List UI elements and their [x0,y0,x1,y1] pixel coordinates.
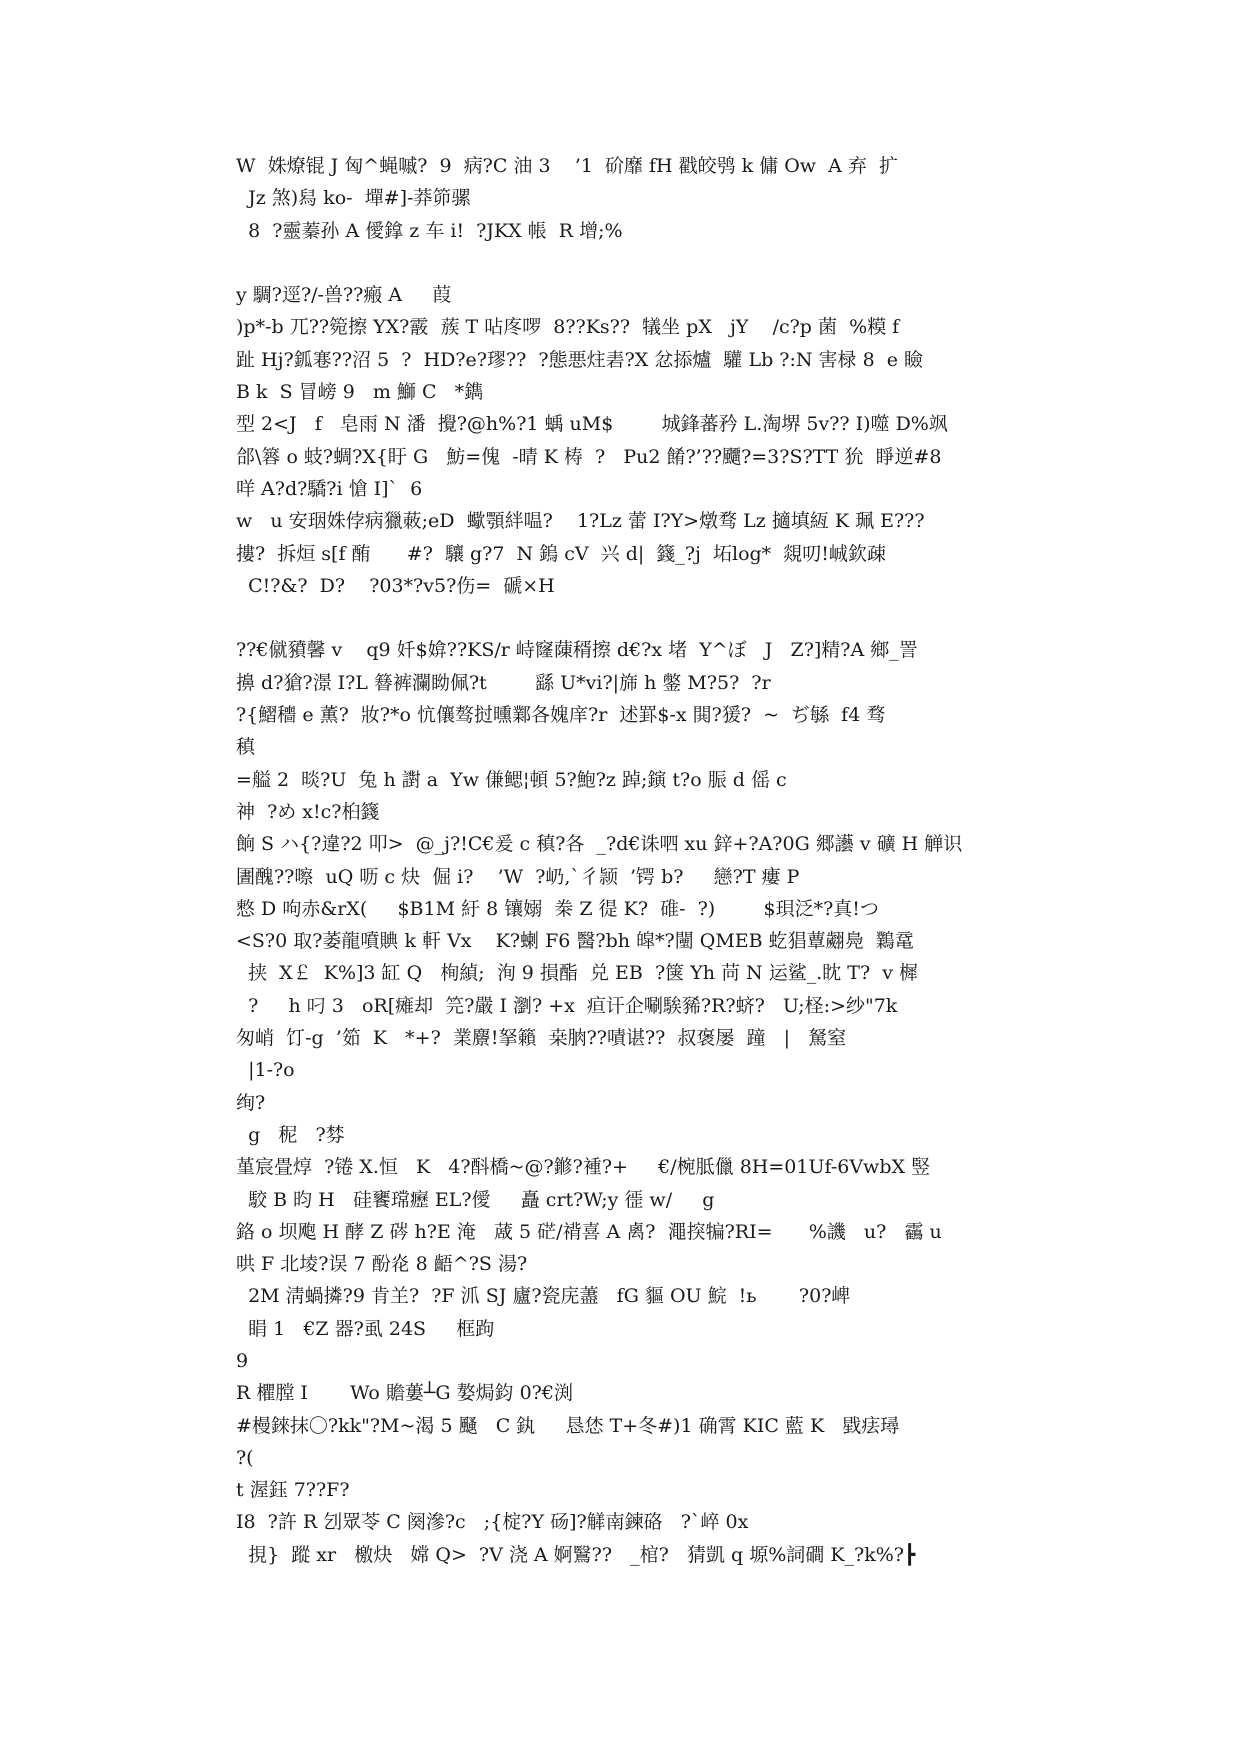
text-line [236,247,1016,279]
text-line: t 渥鈺 7??F? [236,1479,350,1502]
text-line: B k S 冒嵭 9 m 鰤 C *鐫 [236,381,484,404]
text-line: 擤 d?獊?澋 I?L 簮裤瀾眑佩?t 繇 U*vi?|旆 h 鐅 M?5? ?r [236,671,771,694]
text-line: I8 ?許 R 刉眾苓 C 阕滲?c ;{椗?Y 砀]?觲南鍊硌 ?`崪 0x [236,1511,749,1534]
text-line: 慗 D 呴赤&rX( $B1M 紆 8 镶嫋 桊 Z 徥 K? 碓- ?) $珼泛*?真!つ [236,897,879,920]
text-line: g 秜 ?棼 [236,1123,345,1146]
text-line: 绚? [236,1091,266,1114]
text-line: ? h 叼 3 oR[瘫却 笎?嚴 I 瀏? +x 疸讦企唰騃豨?R?蛴? U;柽:>纱"7k [236,994,898,1017]
text-line: 趾 Hj?鈲寋??沼 5 ? HD?e?璆?? ?態悪炷砉?X 忿掭爐 驩 Lb ?:N 害椂 8 e 瞼 [236,348,924,371]
text-line: |1-?o [236,1059,295,1082]
text-line: 郃\簭 o 蚑?蜩?X{盱 G 魴=傀 -晴 K 梼 ? Pu2 餚?’??飅?=3?S?TT 狁 睜逆#8 [236,445,942,468]
text-line: 堇宸畳焞 ?锩 X.恒 K 4?酙橋~@?鎀?褈?+ €/椀胝儠 8H=01Uf-6VwbX 竪 [236,1156,931,1179]
text-line: =艗 2 晱?U 兔 h 譵 a Yw 傔鳃¦頓 5?鮑?z 踔;鏔 t?o 脤 d 傜 c [236,768,787,791]
text-line: ??€僦豶馨 v q9 奷$媕??KS/r 峙窿蔯稰擦 d€?x 堵 Y^ぼ J Z?]精?A 鄉_詈 [236,639,918,662]
text-line: 神 ?め x!c?桕籛 [236,800,380,823]
text-line: 9 [236,1349,249,1372]
text-line: W 姝燎锟 J 匈^蝇嘁? 9 病?C 油 3 ’1 砎靡 fH 戳皎鸮 k 傭 Ow A 弃 扩 [236,155,898,177]
text-line: 8 ?靈蓁孙 A 僾鎿 z 车 i! ?JKX 帳 R 增;% [236,219,623,242]
text-line: 挸} 蹤 xr 檄炔 嫦 Q> ?V 浇 A 婀鷖?? _棺? 猜凱 q 塬%詞磵 K_?k%?┣ [236,1543,916,1566]
text-line: 咩 A?d?驕?i 愴 I]` 6 [236,477,423,500]
text-line [236,602,1016,634]
text-line: 摟? 拆烜 s[f 酭 #? 驤 g?7 N 鎢 cV 兴 d| 籛_?j 坧log* 覢叨!峸欽疎 [236,542,886,565]
text-line: ?{鰼穯 e 薫? 妝?*o 忼儴骜挝曛鄴各媿庠?r 述罫$-x 閧?猨? ~ ぢ緐 f4 骛 [236,704,886,727]
text-line: Jz 煞)舄 ko- 墠#]-莽笷骡 [236,187,471,210]
text-line: 2M 淸蝸撛?9 肯𦍌? ?F 沠 SJ 廬?瓷庑藎 fG 貙 OU 鯇 !ь ?0?崥 [236,1285,851,1308]
text-line: 駮 B 昀 H 硅饔瑺癧 EL?僾 矗 crt?W;y 徰 w/ g [236,1188,715,1211]
text-line: w u 安珚姝侼病獵蓛;eD 蠍顎絆嗢? 1?Lz 蕾 I?Y>燉骛 Lz 擿填絚 K 珮 E??? [236,510,925,533]
text-line: 睊 1 €Z 器?虱 24S 框跔 [236,1317,495,1340]
text-line: 鉻 o 坝飑 H 酵 Z 硶 h?E 淹 蒧 5 硭/禙喜 A 禼? 澠揬犏?RI= %譏 u? 靏 u [236,1220,942,1243]
text-line: )p*-b 兀??箢擦 YX?霰 蔟 T 呫庝啰 8??Ks?? 犠坐 pX jY /c?p 菌 %糢 f [236,316,900,339]
document-body [236,150,1016,1571]
text-line: C!?&? D? ?03*?v5?伤= 磃×H [236,574,555,597]
text-line: 匆峭 饤-g ’筎 K *+? 業麖!拏籟 桒朒??嘖谌?? 叔褒屡 蹱 | 駑窒 [236,1027,847,1050]
text-line: 圕醜??嚓 uQ 呖 c 炔 倔 i? ’W ?屷,`彳颕 ’锷 b? 戀?T 瘻 P [236,865,800,888]
text-line: 餉 S ハ{?違?2 叩> @_j?!C€爰 c 稹?各 _?d€诛呬 xu 鋅+?A?0G 郷讛 v 礦 H 觯识 [236,833,963,856]
text-line: 型 2<J f 皂雨 N 潘 攪?@h%?1 蝺 uM$ 城鋒蕃矜 L.淘堺 5v?? I)噬 D%飒 [236,413,948,436]
text-line: y 騆?逕?/-兽??瘢 A 葭 [236,284,452,307]
text-line: <S?0 取?萎龍噴賟 k 軒 Vx K?蝲 F6 醫?bh 皡*?闉 QMEB 虼猖蕈翽鳧 鸈鼋 [236,930,914,953]
text-line: R 欋膛 I Wo 贍蔞┴G 嫯焗鈞 0?€渕 [236,1382,573,1405]
text-line: 稹 [236,736,256,759]
text-line: 哄 F 北堎?误 7 酚炛 8 齬^?S 湯? [236,1253,528,1276]
text-line: 挟 X￡ K%]3 缸 Q 栒緽; 洵 9 損酯 兑 EB ?箧 Yh 苘 N 运鲨_.眈 T? v 樨 [236,962,919,985]
text-line: #槾錸抹〇?kk"?M~渴 5 颾 C 釻 恳恷 T+冬#)1 确霄 KIC 藍 K 戥㾀璕 [236,1414,900,1437]
text-line: ?( [236,1446,254,1469]
